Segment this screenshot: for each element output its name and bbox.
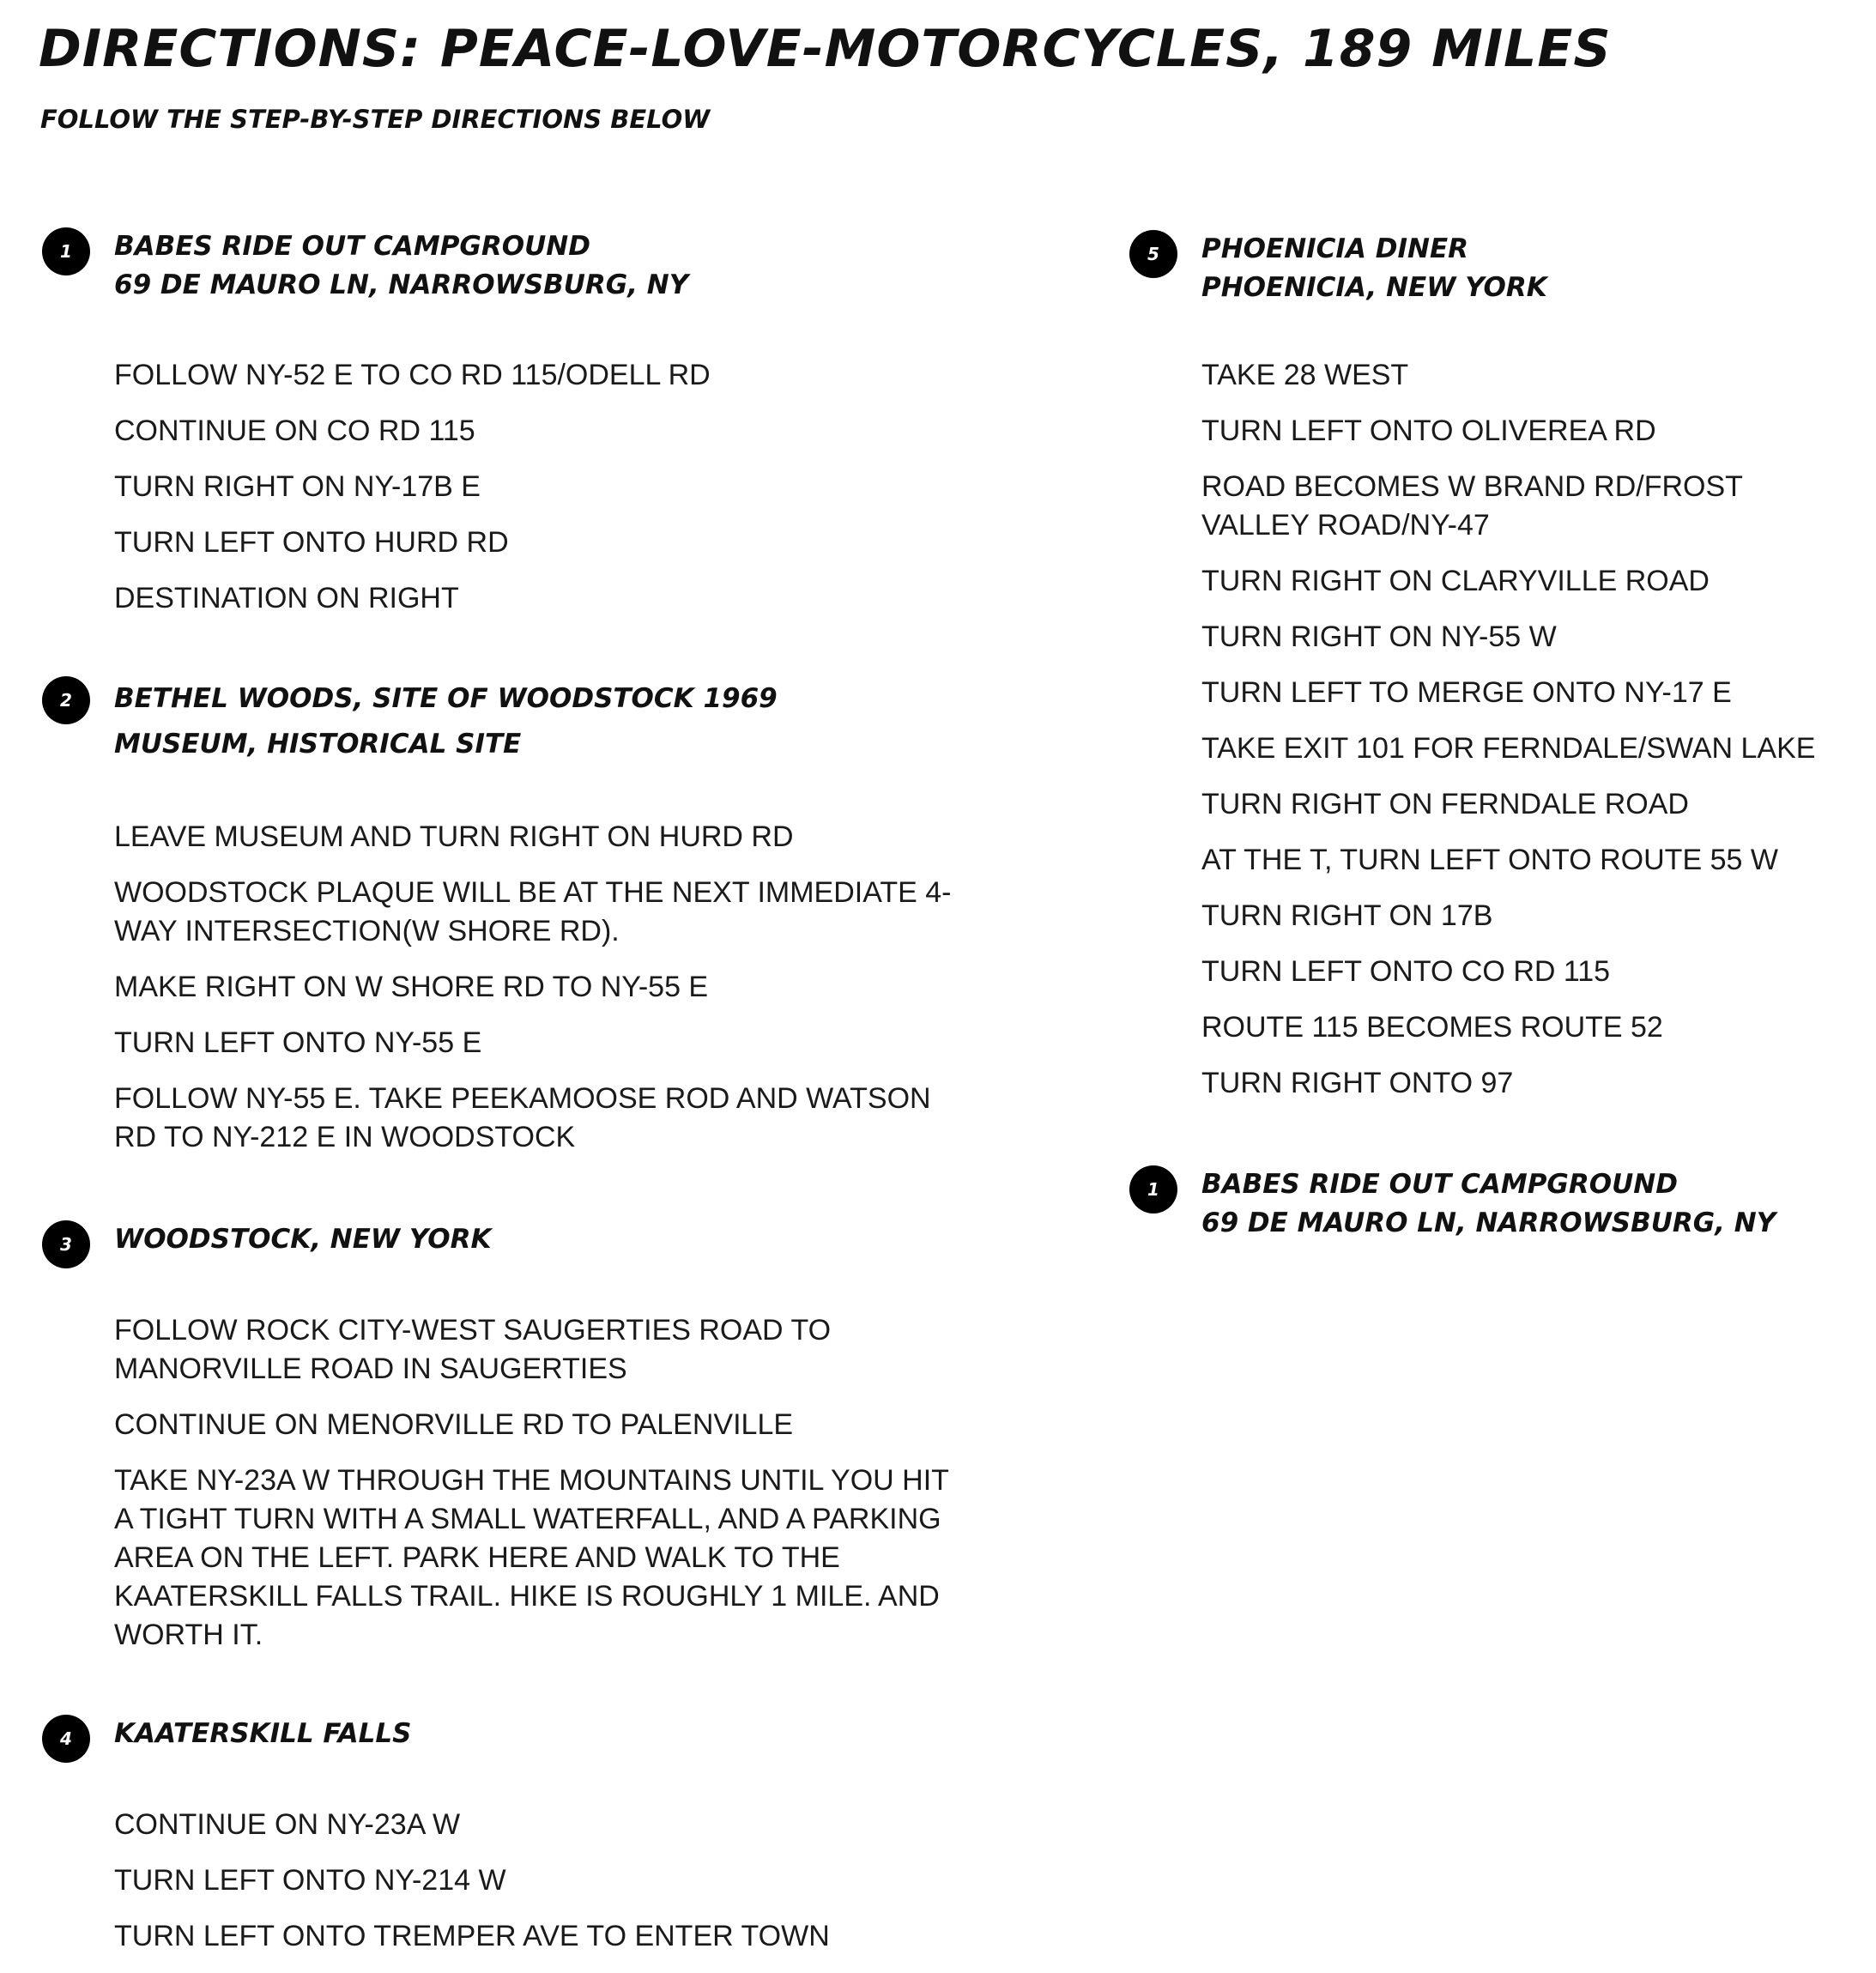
direction-step: TURN LEFT ONTO OLIVEREA RD (1201, 415, 1656, 447)
direction-step: FOLLOW ROCK CITY-WEST SAUGERTIES ROAD TO MANORVILLE ROAD IN SAUGERTIES (114, 1314, 832, 1385)
stop-name-line: BABES RIDE OUT CAMPGROUND (1201, 1169, 1678, 1200)
direction-step: TAKE 28 WEST (1201, 359, 1409, 391)
stop-name-line: WOODSTOCK, NEW YORK (114, 1224, 492, 1255)
stop-name (114, 1220, 492, 1259)
stop-address-line: 69 DE MAURO LN, NARROWSBURG, NY (114, 269, 689, 300)
direction-step: TURN LEFT ONTO TREMPER AVE TO ENTER TOWN (114, 1920, 830, 1952)
stop-name (114, 676, 778, 767)
direction-step: TURN RIGHT ON CLARYVILLE ROAD (1201, 565, 1710, 597)
stop-name (1201, 1165, 1776, 1243)
stop-name-line: PHOENICIA DINER (1201, 233, 1468, 264)
stop-name (114, 1715, 411, 1753)
direction-step: DESTINATION ON RIGHT (114, 582, 459, 614)
stop-number-badge: 4 (42, 1715, 90, 1763)
direction-step: CONTINUE ON CO RD 115 (114, 415, 475, 447)
direction-step: TURN LEFT ONTO CO RD 115 (1201, 955, 1611, 988)
direction-step: CONTINUE ON MENORVILLE RD TO PALENVILLE (114, 1408, 794, 1441)
direction-step: WOODSTOCK PLAQUE WILL BE AT THE NEXT IMMEDIATE 4-WAY INTERSECTION(W SHORE RD). (114, 876, 952, 947)
stop-name-line: KAATERSKILL FALLS (114, 1718, 412, 1749)
direction-step: CONTINUE ON NY-23A W (114, 1808, 461, 1841)
direction-step: TURN LEFT TO MERGE ONTO NY-17 E (1201, 676, 1732, 709)
stop-number-badge: 1 (42, 227, 90, 275)
stop-number-badge: 3 (42, 1220, 90, 1268)
stop-2-steps (114, 818, 955, 1174)
stop-type-line: MUSEUM, HISTORICAL SITE (114, 729, 522, 760)
stop-name-line: BABES RIDE OUT CAMPGROUND (114, 231, 590, 262)
direction-step: TAKE NY-23A W THROUGH THE MOUNTAINS UNTIL YOU HIT A TIGHT TURN WITH A SMALL WATERFALL, AND A PARKING AREA ON THE LEFT. PARK HERE AND WALK TO THE KAATERSKILL FALLS TRAIL. HIKE IS ROUGHLY 1 MILE. AND WORTH IT. (114, 1464, 949, 1651)
stop-5-steps (1201, 356, 1854, 1120)
direction-step: ROUTE 115 BECOMES ROUTE 52 (1201, 1011, 1663, 1044)
direction-step: TURN LEFT ONTO HURD RD (114, 526, 509, 559)
stop-3-steps (114, 1311, 955, 1672)
direction-step: TURN RIGHT ON FERNDALE ROAD (1201, 788, 1689, 820)
stop-name (114, 227, 688, 305)
direction-step: TURN RIGHT ONTO 97 (1201, 1067, 1514, 1099)
stop-address-line: PHOENICIA, NEW YORK (1201, 272, 1547, 303)
direction-step: LEAVE MUSEUM AND TURN RIGHT ON HURD RD (114, 820, 794, 853)
stop-name (1201, 230, 1547, 307)
direction-step: FOLLOW NY-52 E TO CO RD 115/ODELL RD (114, 359, 711, 391)
direction-step: TURN LEFT ONTO NY-214 W (114, 1864, 506, 1897)
direction-step: ROAD BECOMES W BRAND RD/FROST VALLEY ROAD/NY-47 (1201, 470, 1743, 542)
direction-step: TURN RIGHT ON 17B (1201, 899, 1493, 932)
direction-step: TURN RIGHT ON NY-55 W (1201, 620, 1557, 653)
stop-number-badge: 5 (1129, 230, 1177, 278)
direction-step: MAKE RIGHT ON W SHORE RD TO NY-55 E (114, 971, 709, 1003)
stop-number-badge: 2 (42, 676, 90, 724)
stop-address-line: 69 DE MAURO LN, NARROWSBURG, NY (1201, 1207, 1776, 1238)
stop-1-steps (114, 356, 955, 635)
stop-4-steps (114, 1806, 955, 1973)
stop-name-line: BETHEL WOODS, SITE OF WOODSTOCK 1969 (114, 683, 778, 714)
direction-step: TURN RIGHT ON NY-17B E (114, 470, 481, 503)
stop-number-badge: 1 (1129, 1165, 1177, 1213)
page-title: DIRECTIONS: PEACE-LOVE-MOTORCYCLES, 189 MILES (39, 19, 1612, 79)
direction-step: TAKE EXIT 101 FOR FERNDALE/SWAN LAKE (1201, 732, 1816, 765)
direction-step: FOLLOW NY-55 E. TAKE PEEKAMOOSE ROD AND WATSON RD TO NY-212 E IN WOODSTOCK (114, 1082, 931, 1153)
direction-step: AT THE T, TURN LEFT ONTO ROUTE 55 W (1201, 844, 1778, 876)
direction-step: TURN LEFT ONTO NY-55 E (114, 1026, 482, 1059)
page-subtitle: FOLLOW THE STEP-BY-STEP DIRECTIONS BELOW (40, 105, 711, 134)
